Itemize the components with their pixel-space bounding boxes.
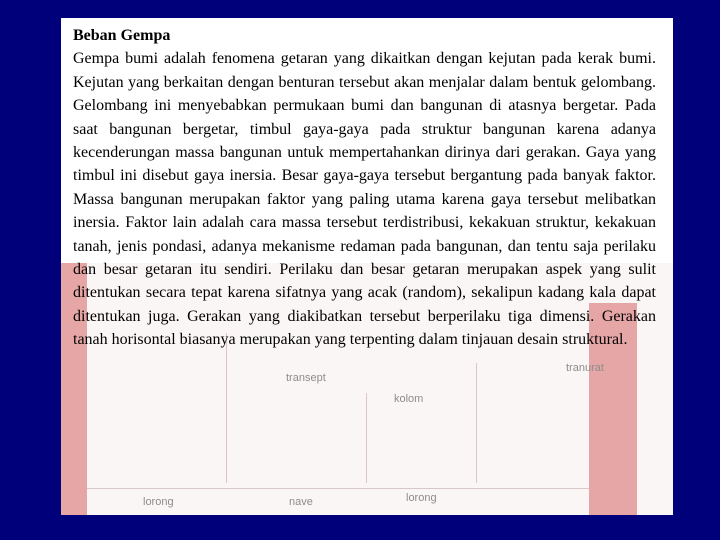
floor-plan-label-tranurat: tranurat: [566, 362, 604, 374]
floor-plan-label-nave: nave: [289, 496, 313, 508]
slide-text-block: [73, 24, 656, 352]
floor-plan-column-line: [366, 393, 367, 483]
floor-plan-column-line: [226, 333, 227, 483]
floor-plan-column-line: [476, 363, 477, 483]
slide-title: Beban Gempa: [73, 27, 171, 44]
slide-panel: [61, 18, 673, 515]
slide-body-paragraph: Gempa bumi adalah fenomena getaran yang dikaitkan dengan kejutan pada kerak bumi. Kejutan yang berkaitan dengan benturan tersebut akan menjalar dalam bentuk gelombang. Gelombang ini menyebabkan permukaan bumi dan bangunan di atasnya bergetar. Pada saat bangunan bergetar, timbul gaya-gaya pada struktur bangunan karena adanya kecenderungan massa bangunan untuk mempertahankan dirinya dari gerakan. Gaya yang timbul ini disebut gaya inersia. Besar gaya-gaya tersebut bergantung pada banyak faktor. Massa bangunan merupakan faktor yang paling utama karena gaya tersebut melibatkan inersia. Faktor lain adalah cara massa tersebut terdistribusi, kekakuan struktur, kekakuan tanah, jenis pondasi, adanya mekanisme redaman pada bangunan, dan tentu saja perilaku dan besar getaran itu sendiri. Perilaku dan besar getaran merupakan aspek yang sulit ditentukan secara tepat karena sifatnya yang acak (random), sekalipun kadang kala dapat ditentukan juga. Gerakan yang diakibatkan tersebut berperilaku tiga dimensi. Gerakan tanah horisontal biasanya merupakan yang terpenting dalam tinjauan desain struktural.: [73, 50, 656, 349]
floor-plan-divider: [87, 488, 589, 489]
floor-plan-label-lorong-center: lorong: [406, 492, 437, 504]
floor-plan-label-transept: transept: [286, 372, 326, 384]
floor-plan-label-kolom: kolom: [394, 393, 424, 405]
floor-plan-label-lorong-left: lorong: [143, 496, 174, 508]
